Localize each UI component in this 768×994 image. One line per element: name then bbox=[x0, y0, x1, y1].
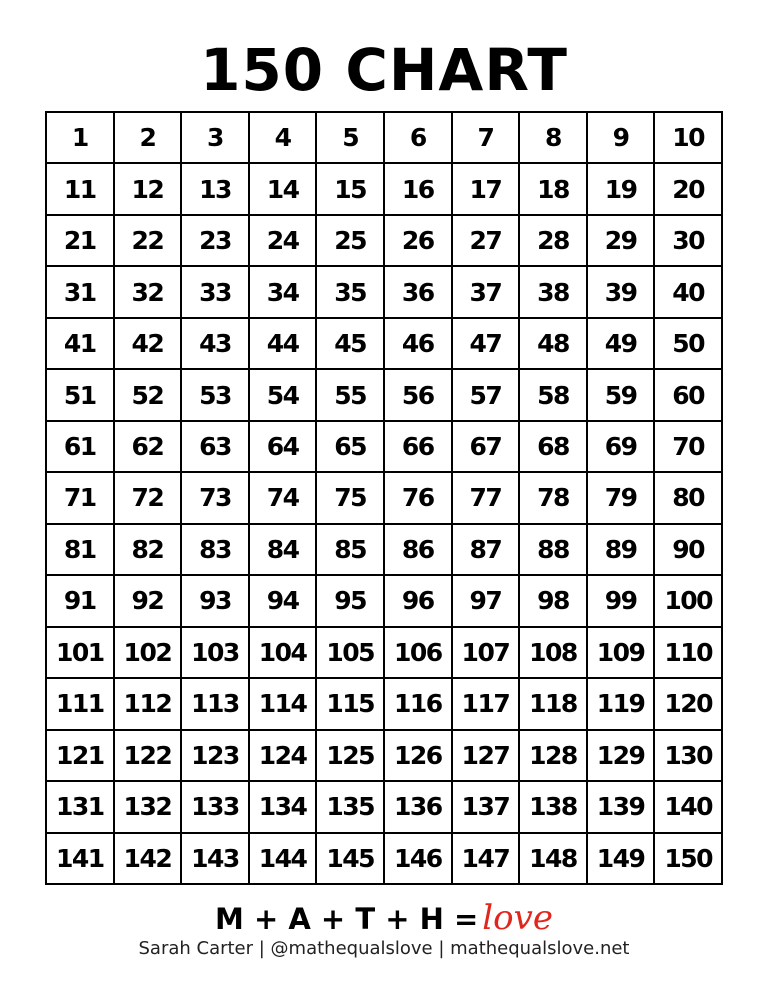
grid-cell: 75 bbox=[317, 473, 385, 524]
number-grid bbox=[45, 111, 723, 885]
grid-cell: 42 bbox=[115, 319, 183, 370]
grid-cell: 140 bbox=[655, 782, 723, 833]
grid-cell: 19 bbox=[588, 164, 656, 215]
grid-cell: 84 bbox=[250, 525, 318, 576]
grid-cell: 102 bbox=[115, 628, 183, 679]
grid-cell: 61 bbox=[47, 422, 115, 473]
grid-cell: 109 bbox=[588, 628, 656, 679]
logo-math-text: M + A + T + H = bbox=[215, 902, 479, 936]
grid-cell: 50 bbox=[655, 319, 723, 370]
grid-cell: 29 bbox=[588, 216, 656, 267]
grid-cell: 4 bbox=[250, 113, 318, 164]
grid-cell: 18 bbox=[520, 164, 588, 215]
grid-cell: 147 bbox=[453, 834, 521, 885]
grid-cell: 143 bbox=[182, 834, 250, 885]
grid-cell: 80 bbox=[655, 473, 723, 524]
grid-cell: 9 bbox=[588, 113, 656, 164]
grid-cell: 17 bbox=[453, 164, 521, 215]
grid-cell: 78 bbox=[520, 473, 588, 524]
grid-cell: 150 bbox=[655, 834, 723, 885]
grid-cell: 14 bbox=[250, 164, 318, 215]
grid-cell: 87 bbox=[453, 525, 521, 576]
grid-cell: 118 bbox=[520, 679, 588, 730]
grid-cell: 34 bbox=[250, 267, 318, 318]
grid-cell: 85 bbox=[317, 525, 385, 576]
grid-cell: 38 bbox=[520, 267, 588, 318]
grid-cell: 149 bbox=[588, 834, 656, 885]
grid-cell: 128 bbox=[520, 731, 588, 782]
grid-cell: 32 bbox=[115, 267, 183, 318]
grid-cell: 16 bbox=[385, 164, 453, 215]
grid-cell: 23 bbox=[182, 216, 250, 267]
grid-cell: 64 bbox=[250, 422, 318, 473]
grid-cell: 113 bbox=[182, 679, 250, 730]
grid-cell: 119 bbox=[588, 679, 656, 730]
grid-cell: 11 bbox=[47, 164, 115, 215]
grid-cell: 77 bbox=[453, 473, 521, 524]
grid-cell: 90 bbox=[655, 525, 723, 576]
grid-cell: 81 bbox=[47, 525, 115, 576]
grid-cell: 134 bbox=[250, 782, 318, 833]
grid-cell: 56 bbox=[385, 370, 453, 421]
grid-cell: 95 bbox=[317, 576, 385, 627]
grid-cell: 71 bbox=[47, 473, 115, 524]
grid-cell: 62 bbox=[115, 422, 183, 473]
math-equals-love-logo bbox=[0, 898, 768, 939]
grid-cell: 35 bbox=[317, 267, 385, 318]
grid-cell: 112 bbox=[115, 679, 183, 730]
grid-cell: 146 bbox=[385, 834, 453, 885]
grid-cell: 65 bbox=[317, 422, 385, 473]
grid-cell: 86 bbox=[385, 525, 453, 576]
grid-cell: 126 bbox=[385, 731, 453, 782]
grid-cell: 43 bbox=[182, 319, 250, 370]
grid-cell: 15 bbox=[317, 164, 385, 215]
grid-cell: 111 bbox=[47, 679, 115, 730]
grid-cell: 37 bbox=[453, 267, 521, 318]
grid-cell: 127 bbox=[453, 731, 521, 782]
grid-cell: 97 bbox=[453, 576, 521, 627]
grid-cell: 12 bbox=[115, 164, 183, 215]
grid-cell: 115 bbox=[317, 679, 385, 730]
grid-cell: 114 bbox=[250, 679, 318, 730]
grid-cell: 99 bbox=[588, 576, 656, 627]
grid-cell: 103 bbox=[182, 628, 250, 679]
grid-cell: 110 bbox=[655, 628, 723, 679]
grid-cell: 124 bbox=[250, 731, 318, 782]
grid-cell: 107 bbox=[453, 628, 521, 679]
grid-cell: 5 bbox=[317, 113, 385, 164]
grid-cell: 142 bbox=[115, 834, 183, 885]
grid-cell: 8 bbox=[520, 113, 588, 164]
grid-cell: 106 bbox=[385, 628, 453, 679]
grid-cell: 79 bbox=[588, 473, 656, 524]
grid-cell: 36 bbox=[385, 267, 453, 318]
grid-cell: 27 bbox=[453, 216, 521, 267]
grid-cell: 30 bbox=[655, 216, 723, 267]
grid-cell: 46 bbox=[385, 319, 453, 370]
grid-cell: 47 bbox=[453, 319, 521, 370]
grid-cell: 104 bbox=[250, 628, 318, 679]
grid-cell: 93 bbox=[182, 576, 250, 627]
grid-cell: 121 bbox=[47, 731, 115, 782]
grid-cell: 60 bbox=[655, 370, 723, 421]
grid-cell: 63 bbox=[182, 422, 250, 473]
grid-cell: 133 bbox=[182, 782, 250, 833]
grid-cell: 52 bbox=[115, 370, 183, 421]
grid-cell: 28 bbox=[520, 216, 588, 267]
grid-cell: 31 bbox=[47, 267, 115, 318]
logo-love-text: love bbox=[482, 898, 553, 938]
grid-cell: 116 bbox=[385, 679, 453, 730]
grid-cell: 144 bbox=[250, 834, 318, 885]
grid-cell: 45 bbox=[317, 319, 385, 370]
grid-cell: 135 bbox=[317, 782, 385, 833]
grid-cell: 82 bbox=[115, 525, 183, 576]
grid-cell: 44 bbox=[250, 319, 318, 370]
grid-cell: 89 bbox=[588, 525, 656, 576]
grid-cell: 20 bbox=[655, 164, 723, 215]
grid-cell: 83 bbox=[182, 525, 250, 576]
grid-cell: 3 bbox=[182, 113, 250, 164]
grid-cell: 94 bbox=[250, 576, 318, 627]
grid-cell: 148 bbox=[520, 834, 588, 885]
grid-cell: 21 bbox=[47, 216, 115, 267]
grid-cell: 132 bbox=[115, 782, 183, 833]
grid-cell: 10 bbox=[655, 113, 723, 164]
grid-cell: 139 bbox=[588, 782, 656, 833]
grid-cell: 33 bbox=[182, 267, 250, 318]
page-title: 150 CHART bbox=[200, 36, 568, 104]
grid-cell: 98 bbox=[520, 576, 588, 627]
grid-cell: 129 bbox=[588, 731, 656, 782]
grid-cell: 13 bbox=[182, 164, 250, 215]
grid-cell: 101 bbox=[47, 628, 115, 679]
grid-cell: 59 bbox=[588, 370, 656, 421]
grid-cell: 74 bbox=[250, 473, 318, 524]
grid-cell: 105 bbox=[317, 628, 385, 679]
grid-cell: 48 bbox=[520, 319, 588, 370]
grid-cell: 70 bbox=[655, 422, 723, 473]
grid-cell: 76 bbox=[385, 473, 453, 524]
grid-cell: 138 bbox=[520, 782, 588, 833]
grid-cell: 131 bbox=[47, 782, 115, 833]
grid-cell: 25 bbox=[317, 216, 385, 267]
grid-cell: 72 bbox=[115, 473, 183, 524]
grid-cell: 68 bbox=[520, 422, 588, 473]
grid-cell: 2 bbox=[115, 113, 183, 164]
grid-cell: 22 bbox=[115, 216, 183, 267]
grid-cell: 96 bbox=[385, 576, 453, 627]
grid-cell: 55 bbox=[317, 370, 385, 421]
grid-cell: 58 bbox=[520, 370, 588, 421]
grid-cell: 6 bbox=[385, 113, 453, 164]
grid-cell: 66 bbox=[385, 422, 453, 473]
grid-cell: 51 bbox=[47, 370, 115, 421]
grid-cell: 7 bbox=[453, 113, 521, 164]
grid-cell: 40 bbox=[655, 267, 723, 318]
grid-cell: 88 bbox=[520, 525, 588, 576]
grid-cell: 39 bbox=[588, 267, 656, 318]
grid-cell: 137 bbox=[453, 782, 521, 833]
grid-cell: 120 bbox=[655, 679, 723, 730]
grid-cell: 117 bbox=[453, 679, 521, 730]
grid-cell: 125 bbox=[317, 731, 385, 782]
grid-cell: 123 bbox=[182, 731, 250, 782]
grid-cell: 122 bbox=[115, 731, 183, 782]
grid-cell: 91 bbox=[47, 576, 115, 627]
grid-cell: 67 bbox=[453, 422, 521, 473]
grid-cell: 41 bbox=[47, 319, 115, 370]
grid-cell: 130 bbox=[655, 731, 723, 782]
grid-cell: 26 bbox=[385, 216, 453, 267]
grid-cell: 57 bbox=[453, 370, 521, 421]
grid-cell: 49 bbox=[588, 319, 656, 370]
grid-cell: 1 bbox=[47, 113, 115, 164]
grid-cell: 73 bbox=[182, 473, 250, 524]
grid-cell: 141 bbox=[47, 834, 115, 885]
grid-cell: 108 bbox=[520, 628, 588, 679]
credit-line: Sarah Carter | @mathequalslove | mathequalslove.net bbox=[138, 938, 630, 959]
grid-cell: 24 bbox=[250, 216, 318, 267]
grid-cell: 100 bbox=[655, 576, 723, 627]
grid-cell: 92 bbox=[115, 576, 183, 627]
grid-cell: 54 bbox=[250, 370, 318, 421]
grid-cell: 53 bbox=[182, 370, 250, 421]
grid-cell: 69 bbox=[588, 422, 656, 473]
grid-cell: 136 bbox=[385, 782, 453, 833]
grid-cell: 145 bbox=[317, 834, 385, 885]
